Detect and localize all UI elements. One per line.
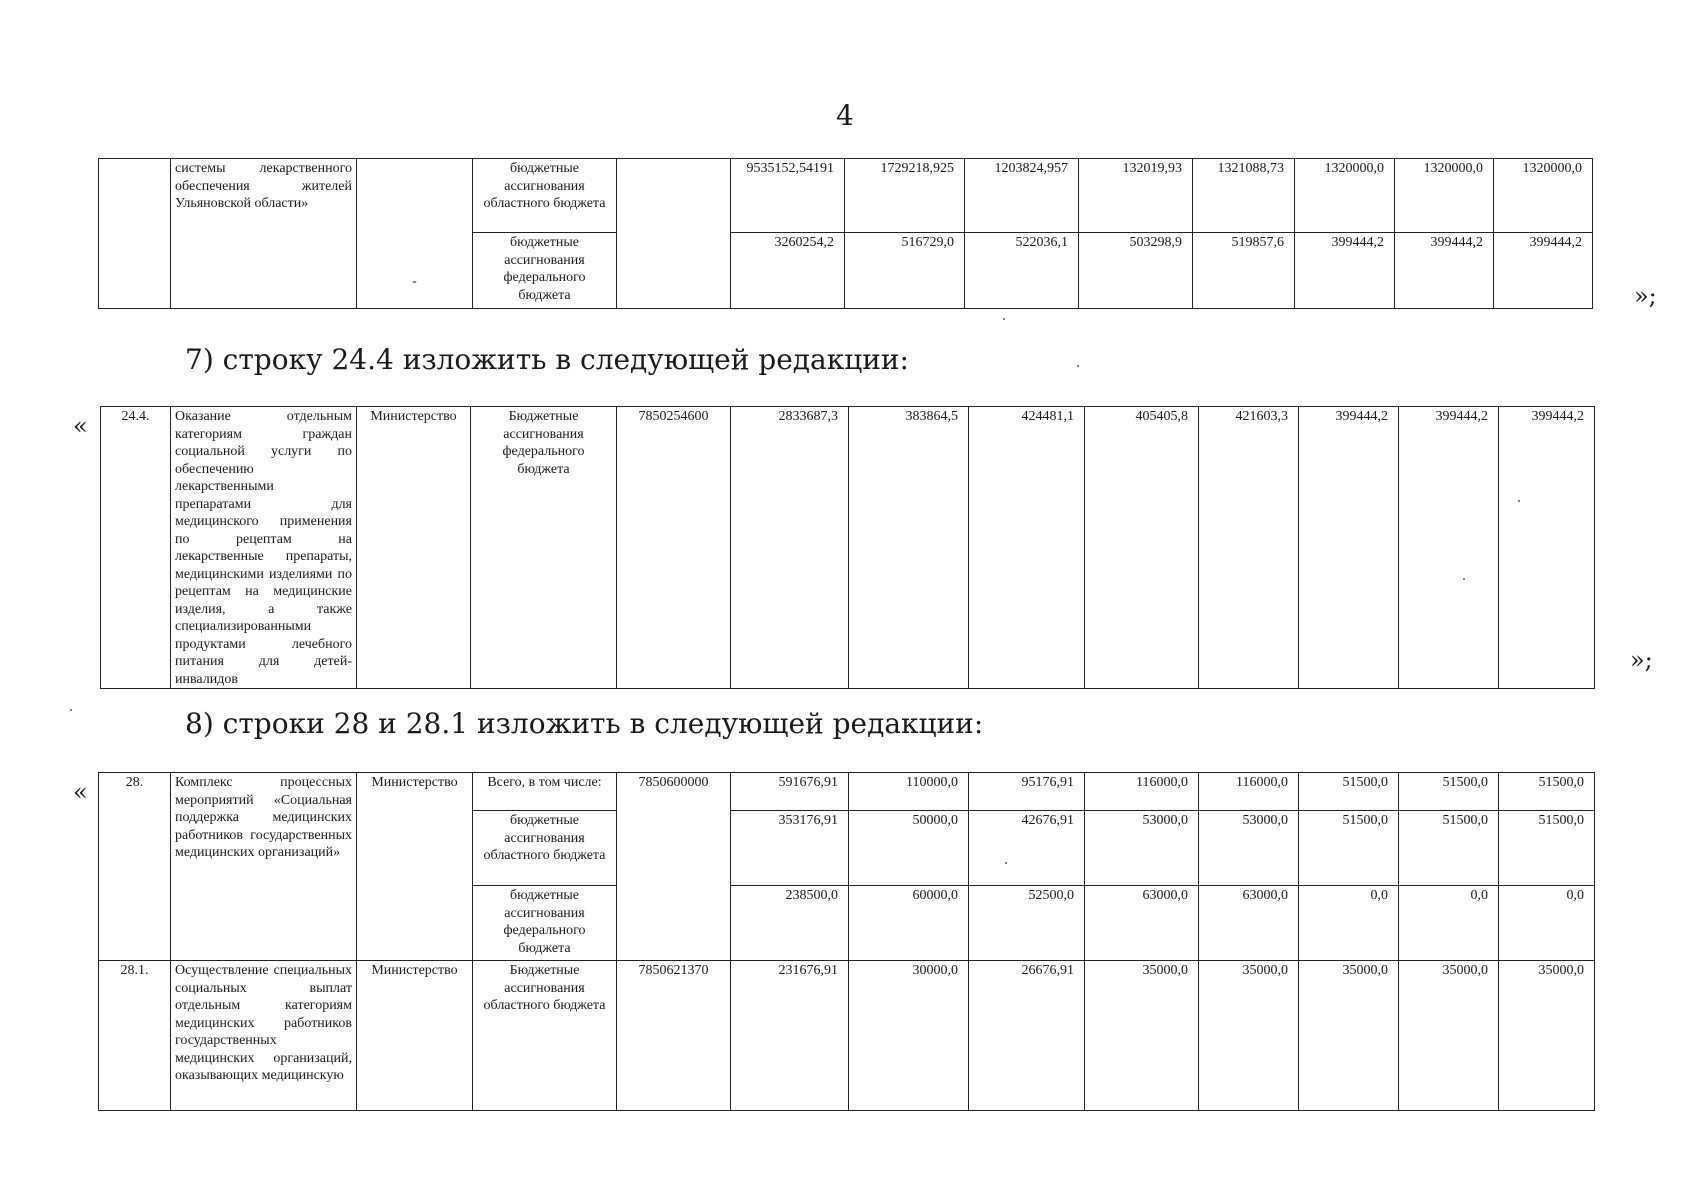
value-cell: 63000,0 [1085, 886, 1199, 961]
table-row-24-4 [100, 406, 1595, 689]
budget-code-cell: 7850600000 [617, 773, 731, 961]
value-cell: 421603,3 [1199, 407, 1299, 689]
value-cell: 399444,2 [1295, 233, 1395, 309]
value-cell: 51500,0 [1499, 773, 1595, 811]
activity-name-cell: Оказание отдельным категориям граждан социальной услуги по обеспечению лекарственными препаратами для медицинского применения по рецептам на лекарственные препараты, медицинскими изделиями по рецептам на медицинские изделия, а также специализированными продуктами лечебного питания для детей-инвалидов [171, 407, 357, 689]
value-cell: 1320000,0 [1395, 159, 1494, 233]
value-cell: 60000,0 [849, 886, 969, 961]
value-cell: 110000,0 [849, 773, 969, 811]
row-number-cell: 24.4. [101, 407, 171, 689]
scan-speck [1003, 318, 1005, 320]
value-cell: 0,0 [1299, 886, 1399, 961]
value-cell: 35000,0 [1299, 961, 1399, 1111]
value-cell: 52500,0 [969, 886, 1085, 961]
scan-speck [1463, 578, 1465, 580]
value-cell: 116000,0 [1199, 773, 1299, 811]
funding-source-cell: Бюджетные ассигнования федерального бюджета [471, 407, 617, 689]
value-cell: 503298,9 [1079, 233, 1193, 309]
value-cell: 1320000,0 [1295, 159, 1395, 233]
value-cell: 1321088,73 [1193, 159, 1295, 233]
activity-name-cell: Комплекс процессных мероприятий «Социальная поддержка медицинских работников государственных медицинских организаций» [171, 773, 357, 961]
opening-quote-mark: « [73, 412, 88, 440]
value-cell: 51500,0 [1299, 811, 1399, 886]
funding-source-cell: бюджетные ассигнования областного бюджета [473, 811, 617, 886]
funding-source-cell: бюджетные ассигнования федерального бюджета [473, 886, 617, 961]
value-cell: 53000,0 [1085, 811, 1199, 886]
section-heading-7: 7) строку 24.4 изложить в следующей редакции: [185, 343, 909, 376]
value-cell: 1203824,957 [965, 159, 1079, 233]
row-number-cell: 28. [99, 773, 171, 961]
responsible-cell [357, 159, 473, 309]
closing-quote-mark: »; [1634, 282, 1657, 310]
row-number-cell: 28.1. [99, 961, 171, 1111]
value-cell: 399444,2 [1499, 407, 1595, 689]
table-rows-28 [98, 772, 1595, 1111]
value-cell: 383864,5 [849, 407, 969, 689]
value-cell: 231676,91 [731, 961, 849, 1111]
value-cell: 399444,2 [1494, 233, 1593, 309]
budget-code-cell: 7850621370 [617, 961, 731, 1111]
responsible-cell: Министерство [357, 961, 473, 1111]
page-number: 4 [836, 99, 854, 132]
value-cell: 116000,0 [1085, 773, 1199, 811]
value-cell: 238500,0 [731, 886, 849, 961]
value-cell: 35000,0 [1399, 961, 1499, 1111]
value-cell: 0,0 [1499, 886, 1595, 961]
value-cell: 405405,8 [1085, 407, 1199, 689]
section-heading-8: 8) строки 28 и 28.1 изложить в следующей редакции: [185, 707, 984, 740]
scan-speck [70, 709, 72, 711]
scan-speck [1005, 862, 1007, 864]
responsible-cell: Министерство [357, 407, 471, 689]
table-row [99, 159, 1593, 233]
activity-name-cell: системы лекарственного обеспечения жителей Ульяновской области» [171, 159, 357, 309]
table-row [101, 407, 1595, 689]
value-cell: 424481,1 [969, 407, 1085, 689]
value-cell: 132019,93 [1079, 159, 1193, 233]
table-row [99, 961, 1595, 1111]
opening-quote-mark: « [73, 778, 88, 806]
value-cell: 591676,91 [731, 773, 849, 811]
value-cell: 399444,2 [1399, 407, 1499, 689]
value-cell: 50000,0 [849, 811, 969, 886]
row-number-cell [99, 159, 171, 309]
value-cell: 95176,91 [969, 773, 1085, 811]
scan-speck [1518, 500, 1520, 502]
value-cell: 51500,0 [1399, 811, 1499, 886]
value-cell: 42676,91 [969, 811, 1085, 886]
table-row [99, 773, 1595, 811]
value-cell: 9535152,54191 [731, 159, 845, 233]
value-cell: 51500,0 [1499, 811, 1595, 886]
funding-source-cell: Всего, в том числе: [473, 773, 617, 811]
table-continuation [98, 158, 1593, 309]
value-cell: 63000,0 [1199, 886, 1299, 961]
value-cell: 30000,0 [849, 961, 969, 1111]
budget-code-cell [617, 159, 731, 309]
value-cell: 1320000,0 [1494, 159, 1593, 233]
value-cell: 2833687,3 [731, 407, 849, 689]
value-cell: 53000,0 [1199, 811, 1299, 886]
funding-source-cell: бюджетные ассигнования областного бюджета [473, 159, 617, 233]
value-cell: 399444,2 [1299, 407, 1399, 689]
funding-source-cell: Бюджетные ассигнования областного бюджета [473, 961, 617, 1111]
scan-speck [1077, 365, 1079, 367]
closing-quote-mark: »; [1630, 646, 1653, 674]
activity-name-cell: Осуществление специальных социальных выплат отдельным категориям медицинских работников государственных медицинских организаций, оказывающих медицинскую [171, 961, 357, 1111]
value-cell: 26676,91 [969, 961, 1085, 1111]
value-cell: 353176,91 [731, 811, 849, 886]
responsible-cell: Министерство [357, 773, 473, 961]
funding-source-cell: бюджетные ассигнования федерального бюджета [473, 233, 617, 309]
value-cell: 3260254,2 [731, 233, 845, 309]
value-cell: 0,0 [1399, 886, 1499, 961]
value-cell: 519857,6 [1193, 233, 1295, 309]
value-cell: 1729218,925 [845, 159, 965, 233]
value-cell: 516729,0 [845, 233, 965, 309]
value-cell: 51500,0 [1299, 773, 1399, 811]
value-cell: 51500,0 [1399, 773, 1499, 811]
budget-code-cell: 7850254600 [617, 407, 731, 689]
value-cell: 35000,0 [1499, 961, 1595, 1111]
dash-mark: - [412, 273, 417, 289]
value-cell: 399444,2 [1395, 233, 1494, 309]
value-cell: 522036,1 [965, 233, 1079, 309]
value-cell: 35000,0 [1085, 961, 1199, 1111]
value-cell: 35000,0 [1199, 961, 1299, 1111]
